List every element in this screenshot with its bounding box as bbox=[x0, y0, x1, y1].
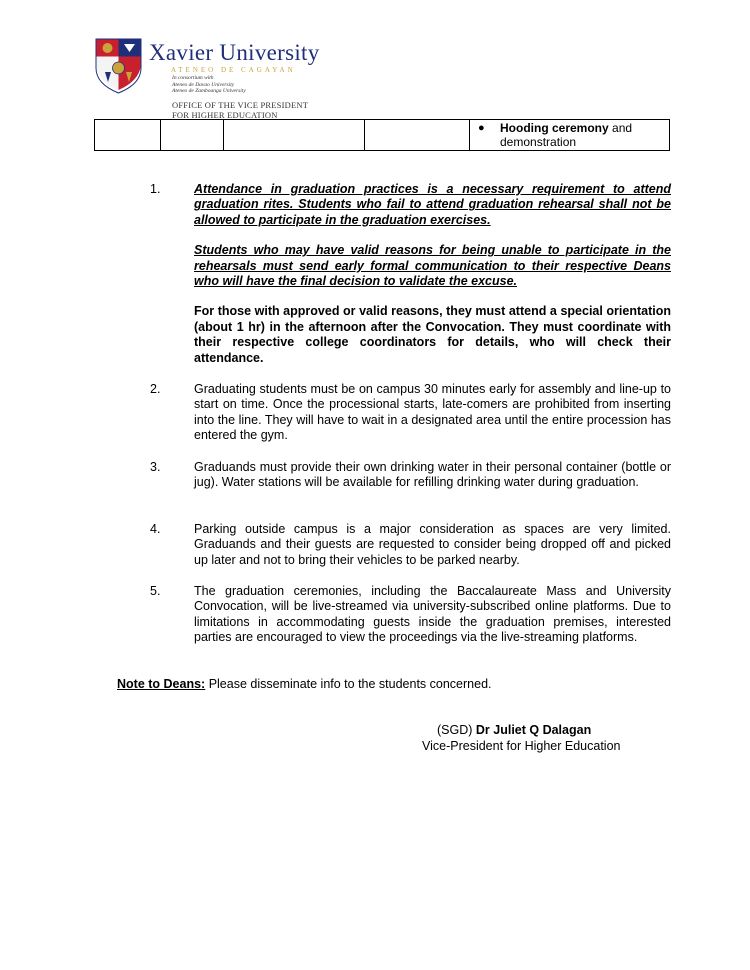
item-text: Parking outside campus is a major consideration as spaces are very limited. Graduands and their guests are requested to consider being dropped off and picked up later and not to bring their vehicles to be parked nearby. bbox=[194, 522, 671, 567]
table-cell bbox=[161, 120, 224, 151]
table-row bbox=[95, 120, 670, 151]
note-to-deans bbox=[117, 677, 492, 691]
note-label: Note to Deans bbox=[117, 677, 202, 691]
office-name bbox=[172, 100, 308, 120]
bullet-item bbox=[470, 121, 669, 149]
consortium-line: In consortium with bbox=[172, 75, 214, 81]
signature-prefix: (SGD) bbox=[437, 723, 476, 737]
item-paragraph: Attendance in graduation practices is a necessary requirement to attend graduation rites. Students who fail to attend graduation rehearsal shall not be allowed to participate in the graduation exercises. bbox=[194, 182, 671, 227]
bullet-icon: ● bbox=[478, 122, 485, 134]
item-number: 4. bbox=[150, 522, 161, 536]
table-cell bbox=[365, 120, 470, 151]
letterhead bbox=[95, 36, 355, 120]
item-number: 1. bbox=[150, 182, 161, 196]
item-number: 3. bbox=[150, 460, 161, 474]
item-paragraph: Students who may have valid reasons for being unable to participate in the rehearsals must send early formal communication to their respective Deans who will have the final decision to validate the excuse. bbox=[194, 243, 671, 289]
item-text bbox=[194, 182, 671, 381]
bullet-text-line2: demonstration bbox=[500, 135, 577, 149]
signatory-name: Dr Juliet Q Dalagan bbox=[475, 723, 592, 737]
item-text: Graduands must provide their own drinking water in their personal container (bottle or jug). Water stations will be available for refilling drinking water during graduation. bbox=[194, 460, 671, 490]
item-text: The graduation ceremonies, including the Baccalaureate Mass and University Convocation, will be live-streamed via university-subscribed online platforms. Due to limitations in accommodating guests inside the graduation premises, interested parties are encouraged to view the proceedings via the live-streaming platforms. bbox=[194, 584, 671, 645]
consortium-line: Ateneo de Davao University bbox=[172, 81, 235, 88]
note-text: Please disseminate info to the students concerned. bbox=[205, 677, 492, 691]
university-subtitle: ATENEO DE CAGAYAN bbox=[171, 66, 296, 74]
item-number: 5. bbox=[150, 584, 161, 598]
table-cell bbox=[224, 120, 365, 151]
university-crest-logo bbox=[95, 38, 142, 94]
consortium-text bbox=[172, 75, 246, 95]
item-text: Graduating students must be on campus 30 minutes early for assembly and line-up to start on time. Once the processional starts, late-comers are prohibited from inserting into the line. They will have to wait in a designated area until the entire procession has entered the gym. bbox=[194, 382, 671, 443]
university-name: Xavier University bbox=[149, 40, 320, 65]
item-number: 2. bbox=[150, 382, 161, 396]
schedule-table-fragment bbox=[94, 119, 670, 151]
consortium-line: Ateneo de Zamboanga University bbox=[172, 88, 246, 94]
item-paragraph: For those with approved or valid reasons, they must attend a special orientation (about 1 hr) in the afternoon after the Convocation. They must coordinate with their respective college coordinators for details, who will check their attendance. bbox=[194, 304, 671, 365]
table-cell bbox=[470, 120, 670, 151]
bullet-text: and bbox=[608, 121, 633, 135]
note-colon: : bbox=[201, 677, 206, 691]
office-line: FOR HIGHER EDUCATION bbox=[172, 110, 278, 120]
table-cell bbox=[95, 120, 161, 151]
office-line: OFFICE OF THE VICE PRESIDENT bbox=[172, 100, 309, 110]
bullet-bold-text: Hooding ceremony bbox=[500, 121, 609, 135]
signature-line bbox=[437, 723, 591, 737]
signatory-title: Vice-President for Higher Education bbox=[422, 739, 621, 753]
